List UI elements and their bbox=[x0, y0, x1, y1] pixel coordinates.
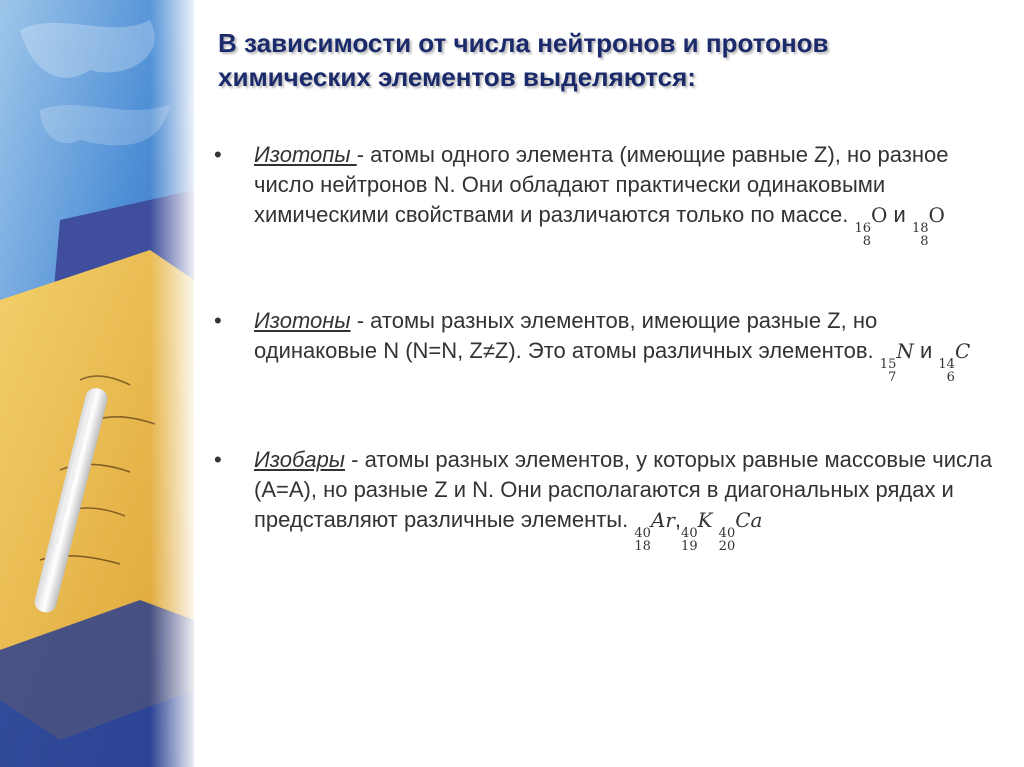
bullet-glyph: • bbox=[214, 142, 222, 167]
mass-number: 16 bbox=[854, 221, 871, 236]
mass-number: 40 bbox=[718, 526, 736, 541]
element-symbol: O bbox=[870, 203, 888, 227]
isotope-notation bbox=[911, 203, 945, 249]
list-item-isobars bbox=[214, 445, 994, 553]
element-symbol: Ar bbox=[650, 508, 675, 532]
mass-number: 40 bbox=[681, 526, 698, 541]
mass-number: 18 bbox=[911, 221, 929, 236]
mass-number: 15 bbox=[879, 357, 897, 372]
element-symbol: C bbox=[954, 339, 971, 363]
atomic-number: 8 bbox=[862, 234, 871, 249]
atomic-number: 20 bbox=[718, 539, 736, 554]
mass-number: 40 bbox=[634, 526, 651, 541]
bullet-glyph: • bbox=[214, 447, 222, 472]
isotope-notation bbox=[634, 508, 675, 554]
definition-isotopes: - атомы одного элемента (имеющие равные Z), но разное число нейтронов N. Они обладают практически одинаковыми химическими свойствами и различаются только по массе. bbox=[254, 142, 949, 227]
element-symbol: K bbox=[697, 508, 713, 532]
separator-comma: , bbox=[674, 507, 682, 532]
isotope-notation bbox=[879, 339, 914, 385]
atomic-number: 6 bbox=[946, 370, 955, 385]
isotope-notation bbox=[718, 508, 763, 554]
term-isotones: Изотоны bbox=[254, 308, 351, 333]
isotope-notation bbox=[938, 339, 971, 385]
side-decoration-image bbox=[0, 0, 194, 767]
mass-number: 14 bbox=[938, 357, 955, 372]
isotope-notation bbox=[681, 508, 713, 554]
term-isotopes: Изотопы bbox=[254, 142, 357, 167]
atomic-number: 8 bbox=[920, 234, 929, 249]
atomic-number: 18 bbox=[634, 539, 651, 554]
connector-text: и bbox=[893, 202, 906, 227]
definition-isotones: - атомы разных элементов, имеющие разные Z, но одинаковые N (N=N, Z≠Z). Это атомы различных элементов. bbox=[254, 308, 878, 363]
element-symbol: O bbox=[928, 203, 945, 227]
atomic-number: 19 bbox=[681, 539, 698, 554]
slide-title: В зависимости от числа нейтронов и протонов химических элементов выделяются: bbox=[218, 28, 829, 92]
connector-text: и bbox=[919, 338, 933, 363]
list-item-isotones bbox=[214, 306, 994, 384]
element-symbol: Ca bbox=[735, 508, 763, 532]
definition-isobars: - атомы разных элементов, у которых равные массовые числа (A=A), но разные Z и N. Они располагаются в диагональных рядах и представляют различные элементы. bbox=[254, 447, 993, 532]
term-isobars: Изобары bbox=[254, 447, 345, 472]
list-item-isotopes bbox=[214, 140, 994, 248]
isotope-notation bbox=[854, 203, 888, 249]
bullet-glyph: • bbox=[214, 308, 222, 333]
element-symbol: N bbox=[896, 339, 914, 363]
atomic-number: 7 bbox=[888, 370, 897, 385]
